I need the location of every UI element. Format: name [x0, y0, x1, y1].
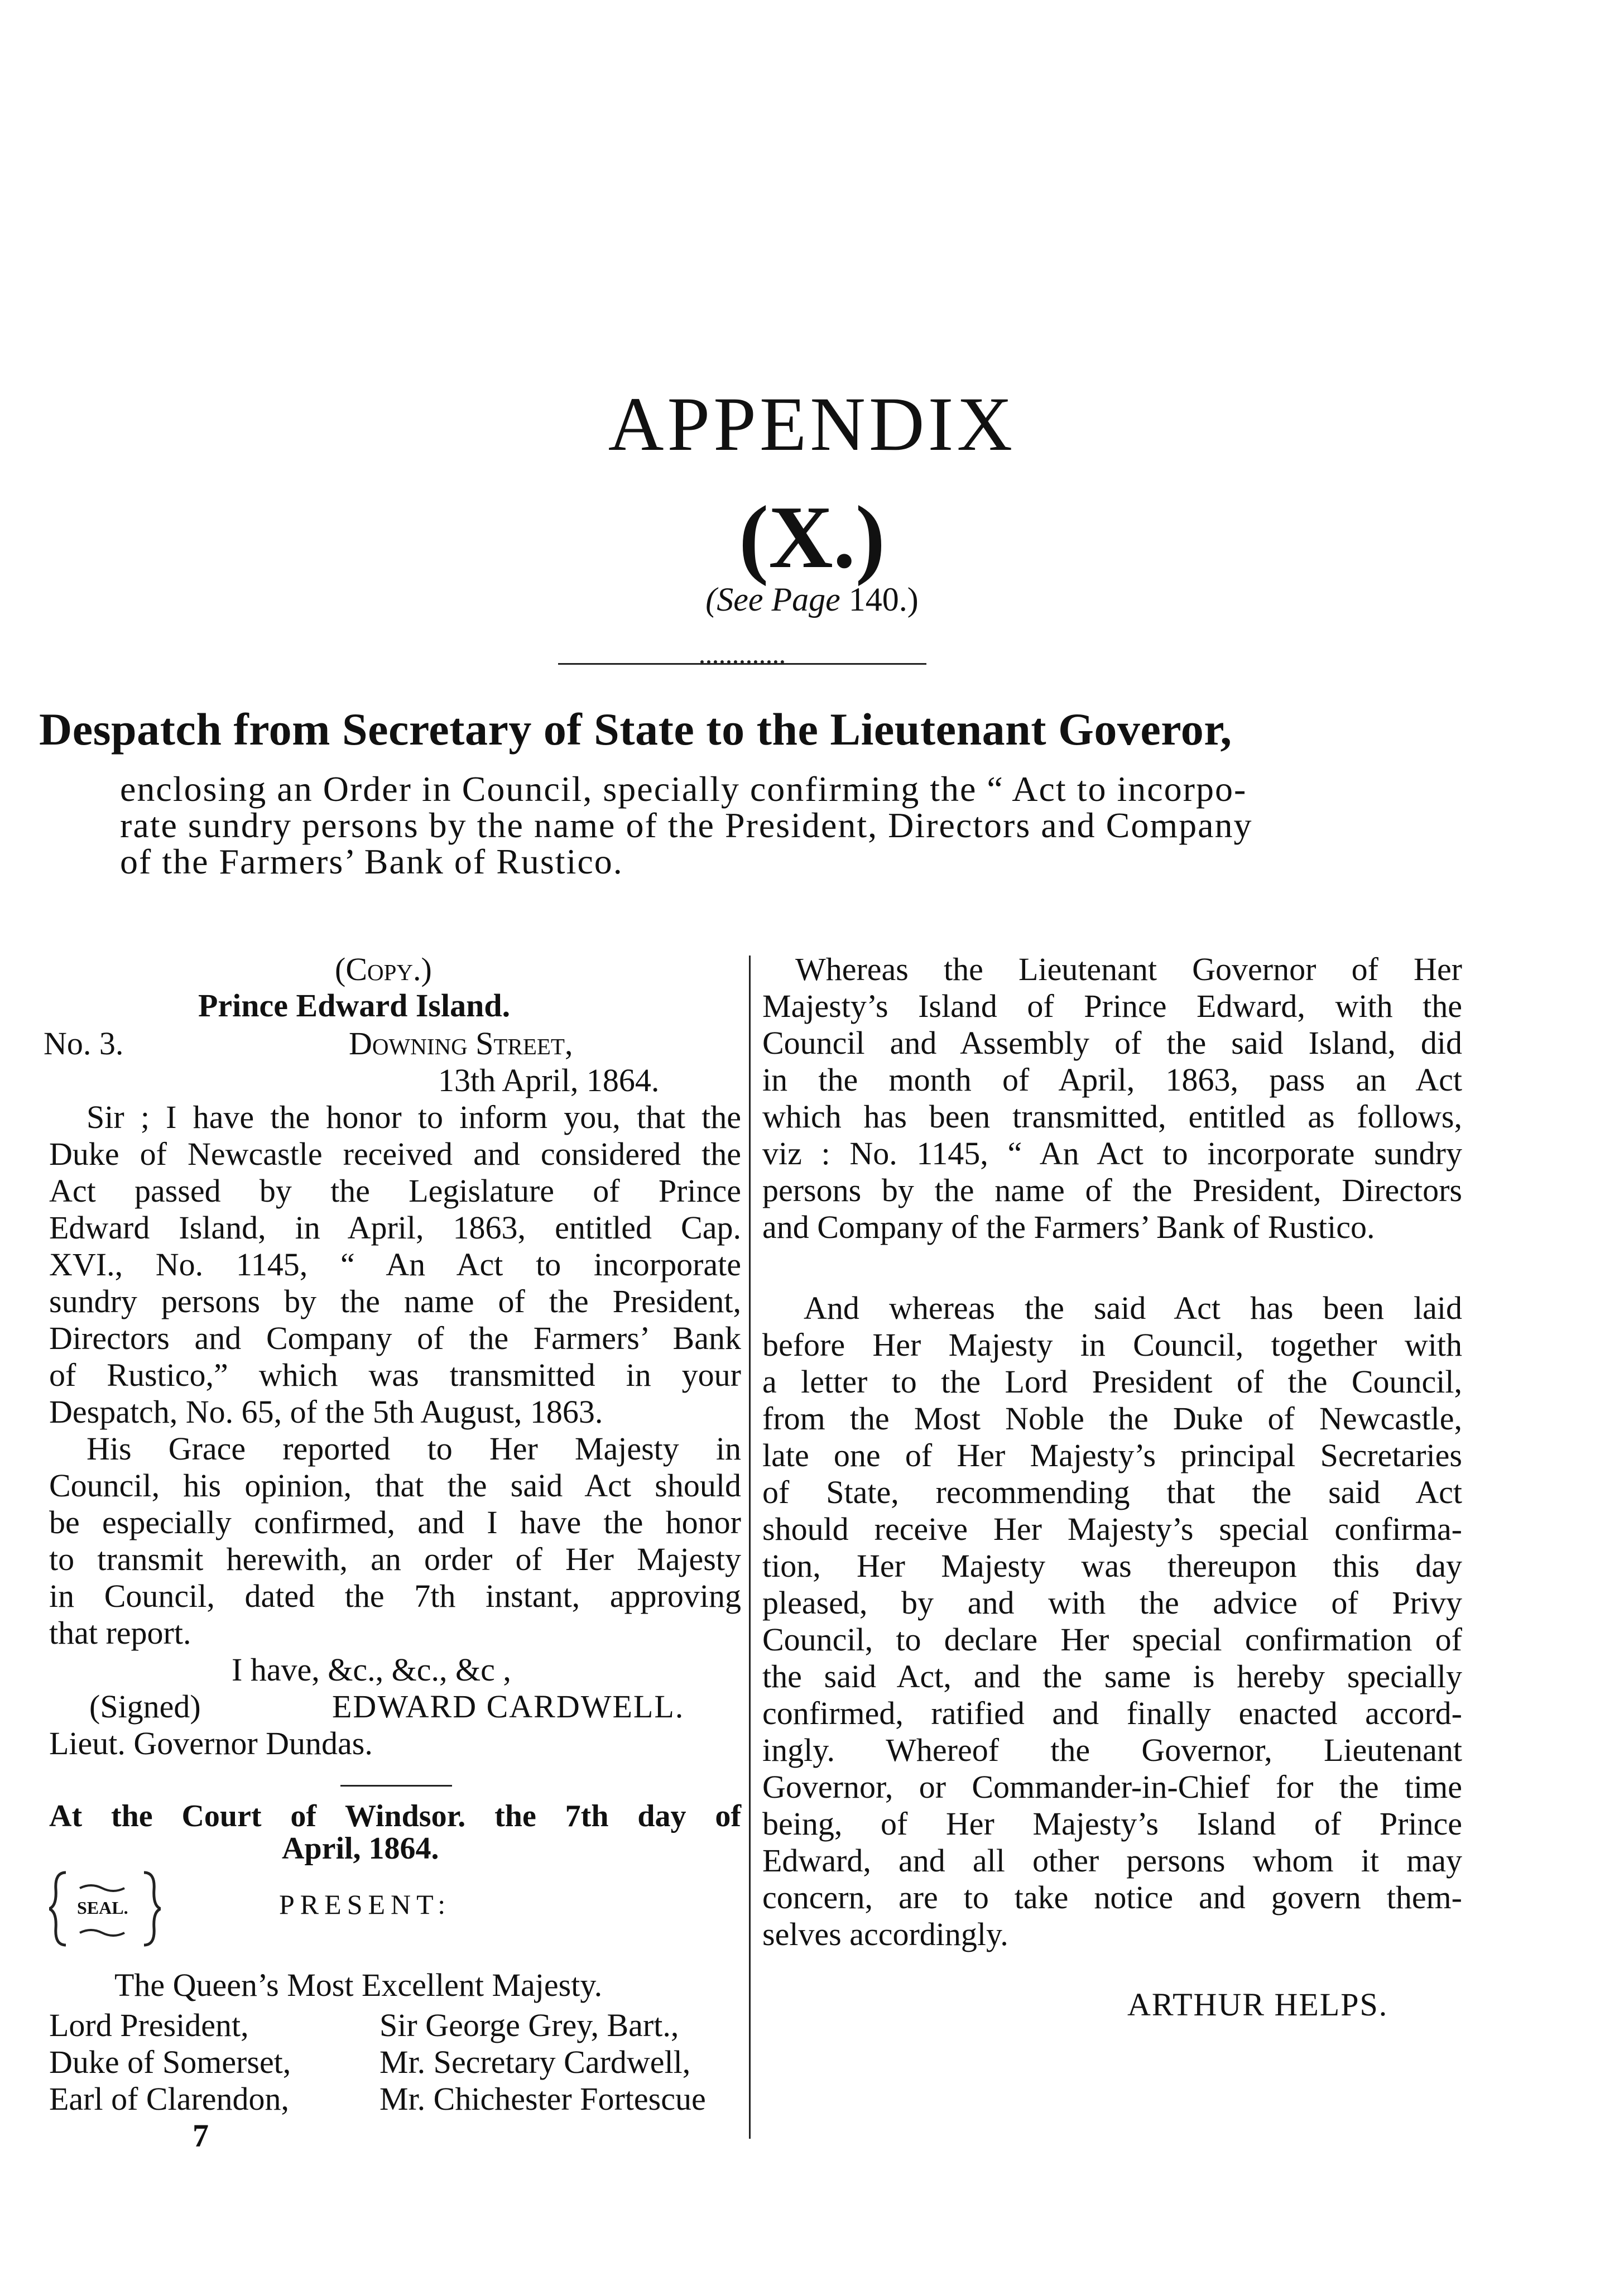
- letter-place: Prince Edward Island.: [198, 987, 511, 1024]
- order-para2-line: Edward, and all other persons whom it may: [762, 1842, 1462, 1879]
- letter-date: 13th April, 1864.: [438, 1062, 660, 1098]
- letter-body-line: of Rustico,” which was transmitted in your: [49, 1357, 741, 1393]
- signed-name: EDWARD CARDWELL.: [332, 1688, 685, 1725]
- order-para2-line: Council, to declare Her special confirmation of: [762, 1621, 1462, 1658]
- attendee-left: Lord President,: [49, 2007, 249, 2043]
- order-signature: ARTHUR HELPS.: [1127, 1986, 1388, 2023]
- letter-body-line: Sir ; I have the honor to inform you, that the: [87, 1099, 741, 1135]
- order-para2-line: tion, Her Majesty was thereupon this day: [762, 1548, 1462, 1584]
- order-para1-line: persons by the name of the President, Directors: [762, 1172, 1462, 1208]
- order-para1-line: and Company of the Farmers’ Bank of Rustico.: [762, 1209, 1375, 1245]
- letter-number: No. 3.: [44, 1025, 124, 1062]
- letter-body-line: that report.: [49, 1615, 191, 1651]
- column-divider: [749, 956, 751, 2139]
- attendee-left: Duke of Somerset,: [49, 2044, 291, 2080]
- queen-line: The Queen’s Most Excellent Majesty.: [114, 1967, 603, 2003]
- seal-mark: [49, 1867, 161, 1951]
- court-heading-line1: At the Court of Windsor. the 7th day of: [49, 1799, 741, 1833]
- seal-label: SEAL.: [77, 1898, 128, 1918]
- letter-body-line: Despatch, No. 65, of the 5th August, 1863.: [49, 1394, 603, 1430]
- signed-label: (Signed): [89, 1688, 201, 1725]
- order-para1-line: Whereas the Lieutenant Governor of Her: [795, 951, 1462, 987]
- appendix-letter: (X.): [738, 487, 886, 587]
- court-heading-line2: April, 1864.: [282, 1831, 439, 1866]
- letter-body-line: Duke of Newcastle received and considered the: [49, 1136, 741, 1172]
- order-para1-line: Council and Assembly of the said Island, did: [762, 1025, 1462, 1061]
- order-para2-line: concern, are to take notice and govern them-: [762, 1879, 1462, 1915]
- attendee-left: Earl of Clarendon,: [49, 2081, 290, 2117]
- order-para1-line: which has been transmitted, entitled as follows,: [762, 1098, 1462, 1135]
- letter-body-line: Directors and Company of the Farmers’ Bank: [49, 1320, 741, 1356]
- order-para2-line: And whereas the said Act has been laid: [804, 1290, 1462, 1326]
- letter-body-line: to transmit herewith, an order of Her Majesty: [49, 1541, 741, 1577]
- letter-body-line: Council, his opinion, that the said Act should: [49, 1467, 741, 1504]
- order-para2-line: before Her Majesty in Council, together with: [762, 1327, 1462, 1363]
- order-para2-line: a letter to the Lord President of the Council,: [762, 1364, 1462, 1400]
- section-rule: [340, 1785, 452, 1787]
- letter-body-line: Edward Island, in April, 1863, entitled Cap.: [49, 1209, 741, 1246]
- present-label: PRESENT:: [279, 1889, 451, 1920]
- header-rule: [558, 663, 926, 665]
- order-para2-line: being, of Her Majesty’s Island of Prince: [762, 1806, 1462, 1842]
- letter-closing: I have, &c., &c., &c ,: [232, 1652, 511, 1688]
- order-para2-line: confirmed, ratified and finally enacted accord-: [762, 1695, 1462, 1731]
- letter-body-line: sundry persons by the name of the President,: [49, 1283, 741, 1319]
- copy-label: (Copy.): [335, 951, 432, 987]
- letter-body-line: Act passed by the Legislature of Prince: [49, 1173, 741, 1209]
- despatch-subheading-line: rate sundry persons by the name of the President, Directors and Company: [120, 805, 1253, 845]
- letter-addressee: Lieut. Governor Dundas.: [49, 1725, 373, 1761]
- page-marker: 7: [193, 2118, 209, 2154]
- letter-body-line: XVI., No. 1145, “ An Act to incorporate: [49, 1246, 741, 1283]
- order-para2-line: should receive Her Majesty’s special confirma-: [762, 1511, 1462, 1547]
- order-para2-line: late one of Her Majesty’s principal Secretaries: [762, 1437, 1462, 1473]
- order-para1-line: Majesty’s Island of Prince Edward, with the: [762, 988, 1462, 1024]
- despatch-subheading-line: of the Farmers’ Bank of Rustico.: [120, 842, 623, 881]
- order-para2-line: the said Act, and the same is hereby specially: [762, 1658, 1462, 1694]
- order-para2-line: of State, recommending that the said Act: [762, 1474, 1462, 1510]
- despatch-subheading-line: enclosing an Order in Council, specially confirming the “ Act to incorpo-: [120, 769, 1247, 809]
- order-para1-line: viz : No. 1145, “ An Act to incorporate sundry: [762, 1135, 1462, 1172]
- see-page-word: Page: [771, 581, 840, 618]
- order-para1-line: in the month of April, 1863, pass an Act: [762, 1062, 1462, 1098]
- letter-body-line: His Grace reported to Her Majesty in: [87, 1430, 741, 1467]
- order-para2-line: pleased, by and with the advice of Privy: [762, 1585, 1462, 1621]
- see-page-number: 140.): [848, 581, 919, 618]
- order-para2-line: Governor, or Commander-in-Chief for the time: [762, 1769, 1462, 1805]
- see-prefix: (See: [705, 581, 763, 618]
- letter-body-line: be especially confirmed, and I have the honor: [49, 1504, 741, 1540]
- letter-body-line: in Council, dated the 7th instant, approving: [49, 1578, 741, 1614]
- order-para2-line: selves accordingly.: [762, 1916, 1008, 1952]
- attendee-right: Sir George Grey, Bart.,: [379, 2007, 679, 2043]
- see-page-reference: [0, 580, 1624, 619]
- despatch-heading: Despatch from Secretary of State to the Lieutenant Goveror,: [39, 704, 1232, 755]
- appendix-title: APPENDIX: [608, 381, 1016, 467]
- order-para2-line: from the Most Noble the Duke of Newcastle,: [762, 1400, 1462, 1437]
- order-para2-line: ingly. Whereof the Governor, Lieutenant: [762, 1732, 1462, 1768]
- attendee-right: Mr. Secretary Cardwell,: [379, 2044, 691, 2080]
- letter-street: Downing Street,: [349, 1025, 573, 1062]
- attendee-right: Mr. Chichester Fortescue: [379, 2081, 706, 2117]
